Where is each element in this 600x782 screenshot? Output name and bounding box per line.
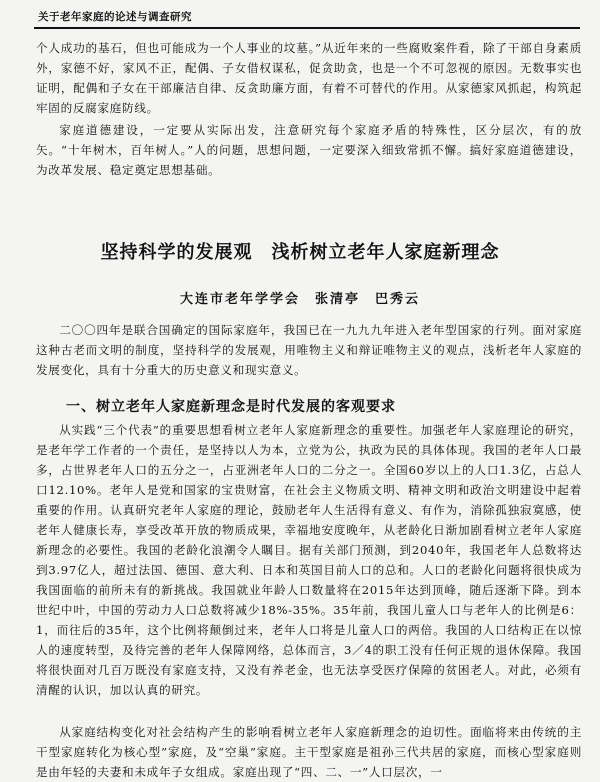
body-paragraph-1: 从实践“三个代表”的重要思想看树立老年人家庭新理念的重要性。加强老年人家庭理论的研究，是老年学工作者的一个责任，是坚持以人为本，立党为公，执政为民的具体体现。我国的老年人口最多，占世界老年人口的五分之一，占亚洲老年人口的二分之一。全国60岁以上的人口1.3亿，占总人口12.10%。老年人是党和国家的宝贵财富，在社会主义物质文明、精神文明和政治文明建设中起着重要的作用。认真研究老年人家庭的理论，鼓励老年人生活得有意义、有作为，消除孤独寂寞感，使老年人健康长寿，享受改革开放的物质成果，幸福地安度晚年，从老龄化日渐加剧看树立老年人家庭新理念的必要性。我国的老龄化浪潮令人瞩目。据有关部门预测，到2040年，我国老年人总数将达到3.97亿人，超过法国、德国、意大利、日本和英国目前人口的总和。人口的老龄化问题将很快成为我国面临的前所未有的新挑战。我国就业年龄人口数量将在2015年达到顶峰，随后逐渐下降。到本世纪中叶，中国的劳动力人口总数将减少18%-35%。35年前，我国儿童人口与老年人的比例是6：1，而往后的35年，这个比例将颠倒过来，老年人口将是儿童人口的两倍。我国的人口结构正在以惊人的速度转型，及待完善的老年人保障网络，总体而言，3／4的职工没有任何正规的退休保障。我国将很快面对几百万既没有家庭支持，又没有养老金，也无法享受医疗保障的贫困老人。对此，必须有清醒的认识，加以认真的研究。 (36, 423, 582, 697)
header-rule (34, 27, 580, 29)
section-heading: 一、树立老年人家庭新理念是时代发展的客观要求 (66, 399, 396, 415)
intro-paragraph-1: 个人成功的基石，但也可能成为一个人事业的坟墓。”从近年来的一些腐败案件看，除了干部自身素质外，家德不好，家风不正，配偶、子女借权谋私，促贪助贪，也是一个不可忽视的原因。无数事实也证明，配偶和子女在干部廉洁自律、反贪助廉方面，有着不可替代的作用。从家德家风抓起，构筑起牢固的反腐家庭防线。 (36, 41, 582, 115)
running-header: 关于老年家庭的论述与调查研究 (38, 11, 192, 23)
intro-paragraph-2: 家庭道德建设，一定要从实际出发，注意研究每个家庭矛盾的特殊性，区分层次，有的放矢。“十年树木，百年树人。”人的问题，思想问题，一定要深入细致常抓不懈。搞好家庭道德建设，为改革发展、稳定奠定思想基础。 (36, 123, 582, 177)
article-authors: 大连市老年学学会 张清亭 巴秀云 (179, 292, 420, 307)
lead-paragraph: 二〇〇四年是联合国确定的国际家庭年，我国已在一九九九年进入老年型国家的行列。面对家庭这种古老而文明的制度，坚持科学的发展观，用唯物主义和辩证唯物主义的观点，浅析老年人家庭的发展变化，具有十分重大的历史意义和现实意义。 (36, 323, 582, 377)
article-title: 坚持科学的发展观 浅析树立老年人家庭新理念 (100, 242, 500, 263)
body-paragraph-2: 从家庭结构变化对社会结构产生的影响看树立老年人家庭新理念的迫切性。面临将来由传统的主干型家庭转化为核心型”家庭，及“空巢”家庭。主干型家庭是祖孙三代共居的家庭，而核心型家庭则是由年轻的夫妻和未成年子女组成。家庭出现了“四、二、一”人口层次，一 (36, 725, 582, 779)
